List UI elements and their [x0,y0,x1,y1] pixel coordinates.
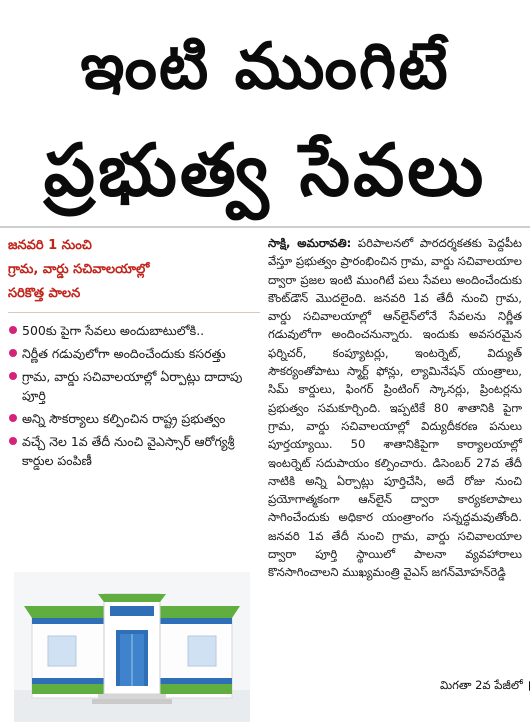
article-text: పరిపాలనలో పారదర్శకతకు పెద్దపీట వేస్తూ ప్రభుత్వం ప్రారంభించిన గ్రామ, వార్డు సచివాలయాల ద్వారా ప్రజల ఇంటి ముంగిటే పలు సేవలు అందించేందుకు కౌంట్‌డౌన్ మొదలైంది. జనవరి 1వ తేదీ నుంచి గ్రామ, వార్డు సచివాలయాల్లో ఆన్‌లైన్‌లోనే సేవలను నిర్ణీత గడువులోగా అందించనున్నారు. ఇందుకు అవసరమైన ఫర్నిచర్, కంప్యూటర్లు, ఇంటర్నెట్, విద్యుత్ సౌకర్యంతోపాటు స్మార్ట్ ఫోన్లు, ల్యామినేషన్ యంత్రాలు, సిమ్ కార్డులు, ఫింగర్ ప్రింటింగ్ స్కానర్లు, ప్రింటర్లను ప్రభుత్వం సమకూర్చింది. ఇప్పటికే 80 శాతానికి పైగా గ్రామ, వార్డు సచివాలయాల్లో విద్యుదీకరణ పనులు పూర్తయ్యాయి. 50 శాతానికిపైగా కార్యాలయాల్లో ఇంటర్నెట్ సదుపాయం కల్పించారు. డిసెంబర్ 27వ తేదీ నాటికి అన్ని ఏర్పాట్లు పూర్తిచేసి, అదే రోజు నుంచి ప్రయోగాత్మకంగా ఆన్‌లైన్ ద్వారా కార్యకలాపాలు సాగించేందుకు అధికార యంత్రాంగం సన్నద్ధమవుతోంది. జనవరి 1వ తేదీ నుంచి గ్రామ, వార్డు సచివాలయాల ద్వారా పూర్తి స్థాయిలో పాలనా వ్యవహారాలు కొనసాగించాలని ముఖ్యమంత్రి వైఎస్ జగన్‌మోహన్‌రెడ్డి [268,236,523,580]
article-dateline: సాక్షి, అమరావతి: [268,236,352,250]
left-column [8,234,260,474]
article-body [268,234,522,582]
highlight-text: అన్ని సౌకర్యాలు కల్పించిన రాష్ట్ర ప్రభుత్వం [22,411,226,426]
subhead-divider [8,312,260,313]
subhead-line: జనవరి 1 నుంచి [8,238,92,253]
subhead-line: గ్రామ, వార్డు సచివాలయాల్లో [8,262,150,277]
secretariat-building-photo [14,572,250,722]
bullet-dot-icon [9,414,17,422]
highlight-item [8,344,260,363]
highlight-item [8,409,260,428]
highlight-text: నిర్ణీత గడువులోగా అందించేందుకు కసరత్తు [22,346,226,361]
headline-line-1: ఇంటి ముంగిటే [80,30,450,104]
bullet-dot-icon [9,372,17,380]
headline-divider [0,226,530,228]
highlight-item [8,432,260,470]
subhead-line: సరికొత్త పాలన [8,286,81,301]
highlight-text: 500కు పైగా సేవలు అందుబాటులోకి.. [22,323,205,338]
highlight-text: గ్రామ, వార్డు సచివాలయాల్లో ఏర్పాట్లు దాదాపు పూర్తి [22,369,243,403]
article-column [268,234,522,582]
bullet-dot-icon [9,349,17,357]
continued-text: మిగతా 2వ పేజీలో [440,678,523,692]
bullet-dot-icon [9,326,17,334]
highlights-list [8,321,260,470]
headline-line-2: ప్రభుత్వ సేవలు [43,128,487,212]
highlight-item [8,367,260,405]
continued-note [440,678,530,695]
bullet-dot-icon [9,437,17,445]
highlight-text: వచ్చే నెల 1వ తేదీ నుంచి వైఎస్సార్ ఆరోగ్యశ్రీ కార్డుల పంపిణీ [22,434,235,468]
highlight-item [8,321,260,340]
